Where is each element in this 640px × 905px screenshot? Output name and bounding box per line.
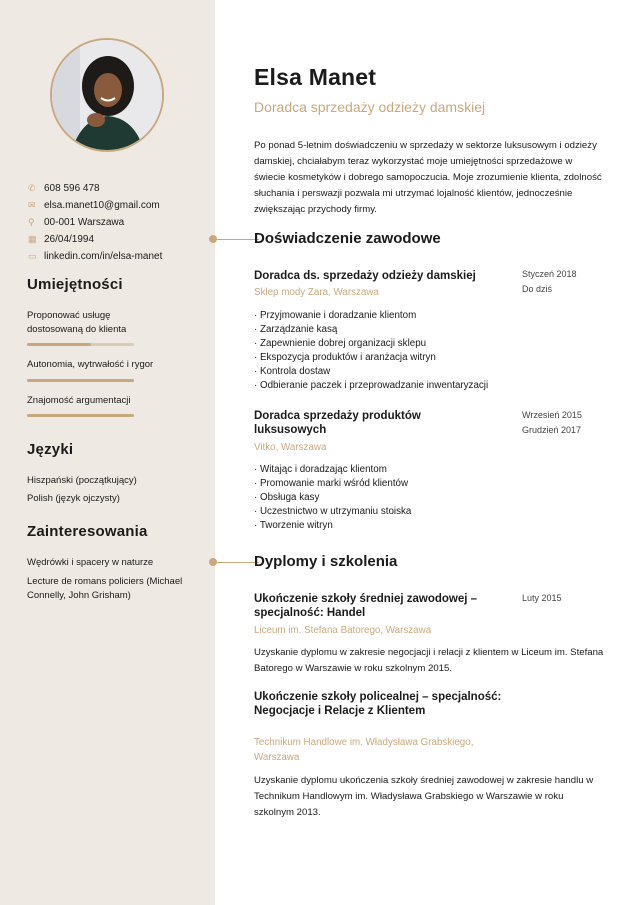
linkedin-icon: ▭ xyxy=(28,251,37,261)
phone-icon: ✆ xyxy=(28,183,36,193)
task-item: · Witając i doradzając klientom xyxy=(254,463,411,477)
task-item: · Zapewnienie dobrej organizacji sklepu xyxy=(254,337,488,351)
skill-label: Proponować usługę dostosowaną do klienta xyxy=(27,310,127,335)
skill-bar xyxy=(27,379,134,382)
education-title: Ukończenie szkoły policealnej – specjalność: Negocjacje i Relacje z Klientem xyxy=(254,691,502,717)
contact-list xyxy=(28,180,213,265)
education-school: Liceum im. Stefana Batorego, Warszawa xyxy=(254,625,432,636)
task-item: · Tworzenie witryn xyxy=(254,519,411,533)
languages-heading: Języki xyxy=(27,441,74,458)
skills-heading: Umiejętności xyxy=(27,276,123,293)
contact-birthdate xyxy=(28,231,213,248)
task-item: · Promowanie marki wśród klientów xyxy=(254,477,411,491)
task-item: · Odbieranie paczek i przeprowadzanie inwentaryzacji xyxy=(254,379,488,393)
skill-bar-fill xyxy=(27,343,91,346)
contact-text: 608 596 478 xyxy=(44,183,100,194)
job-company: Vitko, Warszawa xyxy=(254,442,327,453)
skill-bar-fill xyxy=(27,414,134,417)
main-content xyxy=(215,0,640,905)
education-description: Uzyskanie dyplomu ukończenia szkoły średniej zawodowej w zakresie handlu w Technikum Handlowym im. Władysława Grabskiego w Warszawie w roku szkolnym 2013. xyxy=(254,775,594,818)
candidate-name: Elsa Manet xyxy=(254,64,377,90)
task-item: · Uczestnictwo w utrzymaniu stoiska xyxy=(254,505,411,519)
sidebar xyxy=(0,0,215,905)
section-marker-line xyxy=(211,562,259,563)
location-icon: ⚲ xyxy=(28,217,35,227)
skill-label: Znajomość argumentacji xyxy=(27,395,131,406)
task-item: · Kontrola dostaw xyxy=(254,365,488,379)
contact-email[interactable] xyxy=(28,197,213,214)
job-date-from: Wrzesień 2015 xyxy=(522,410,582,420)
contact-text: elsa.manet10@gmail.com xyxy=(44,200,160,211)
job-date-to: Grudzień 2017 xyxy=(522,425,582,435)
job-company: Sklep mody Zara, Warszawa xyxy=(254,287,379,298)
candidate-role: Doradca sprzedaży odzieży damskiej xyxy=(254,99,486,115)
language-item: Polish (język ojczysty) xyxy=(27,493,120,504)
interests-heading: Zainteresowania xyxy=(27,523,148,540)
section-marker-line xyxy=(211,239,259,240)
profile-summary: Po ponad 5-letnim doświadczeniu w sprzedaży w sektorze luksusowym i odzieży damskiej, chciałabym teraz wykorzystać moje umiejętności sprzedażowe w świecie kosmetyków i dobrego samopoczucia. Moje zrozumienie klienta, zdolność słuchania i perswazji pozwala mi utrzymać lojalność klientów, jednocześnie zwiększając przychody firmy. xyxy=(254,140,602,215)
email-icon: ✉ xyxy=(28,200,36,210)
contact-phone xyxy=(28,180,213,197)
contact-text: 26/04/1994 xyxy=(44,234,95,245)
education-date: Luty 2015 xyxy=(522,593,562,603)
skill-label: Autonomia, wytrwałość i rygor xyxy=(27,359,154,370)
job-date-from: Styczeń 2018 xyxy=(522,269,577,279)
contact-linkedin[interactable] xyxy=(28,248,213,265)
job-title: Doradca sprzedaży produktów luksusowych xyxy=(254,410,421,436)
calendar-icon: ▦ xyxy=(28,234,37,244)
task-item: · Zarządzanie kasą xyxy=(254,323,488,337)
contact-location xyxy=(28,214,213,231)
contact-text: 00-001 Warszawa xyxy=(44,217,125,228)
language-item: Hiszpański (początkujący) xyxy=(27,475,137,486)
profile-photo xyxy=(50,38,164,152)
job-title: Doradca ds. sprzedaży odzieży damskiej xyxy=(254,270,476,282)
skill-bar-fill xyxy=(27,379,134,382)
task-item: · Przyjmowanie i doradzanie klientom xyxy=(254,309,488,323)
profile-photo-illustration xyxy=(52,40,162,150)
education-heading: Dyplomy i szkolenia xyxy=(254,553,398,570)
job-tasks xyxy=(254,309,488,393)
education-title: Ukończenie szkoły średniej zawodowej – specjalność: Handel xyxy=(254,593,478,619)
skill-bar xyxy=(27,343,134,346)
interest-item: Wędrówki i spacery w naturze xyxy=(27,557,154,568)
task-item: · Obsługa kasy xyxy=(254,491,411,505)
education-school: Technikum Handlowe im. Władysława Grabskiego, Warszawa xyxy=(254,737,474,763)
skill-bar xyxy=(27,414,134,417)
job-tasks xyxy=(254,463,411,533)
experience-heading: Doświadczenie zawodowe xyxy=(254,230,441,247)
job-date-to: Do dziś xyxy=(522,284,553,294)
interest-item: Lecture de romans policiers (Michael Connelly, John Grisham) xyxy=(27,576,183,601)
education-description: Uzyskanie dyplomu w zakresie negocjacji i relacji z klientem w Liceum im. Stefana Batorego w Warszawie w roku szkolnym 2015. xyxy=(254,647,604,674)
contact-text: linkedin.com/in/elsa-manet xyxy=(44,251,163,262)
task-item: · Ekspozycja produktów i aranżacja witryn xyxy=(254,351,488,365)
